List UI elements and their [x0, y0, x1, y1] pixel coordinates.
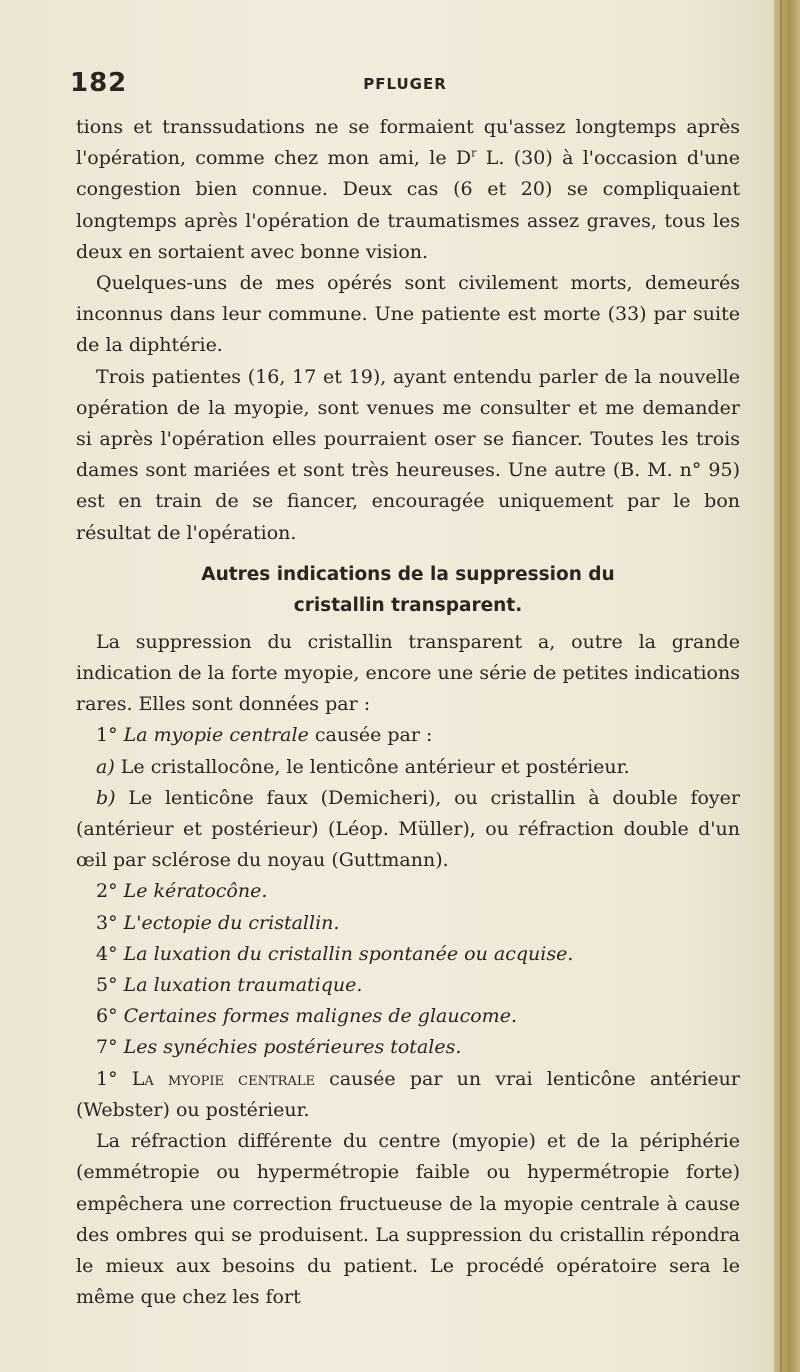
section-heading-line2: cristallin transparent. — [293, 594, 523, 616]
running-head: PFLUGER — [363, 75, 447, 93]
list-item-5: 5° La luxation traumatique. — [96, 974, 363, 997]
list-item-3: 3° L'ectopie du cristallin. — [96, 911, 340, 934]
superscript-r: r — [471, 146, 477, 160]
paragraph-continuation: tions et transsudations ne se formaient qu'assez longtemps après l'opération, comme chez mon ami, le $D^r$ L. (30) à l'occasion d'une congestion bien connue. Deux cas (6 et 20) se compliquaient longtemps après l'opération de traumatismes assez graves, tous les deux en sortaient avec bonne vision. — [76, 116, 741, 263]
list-item-2: 2° Le kératocône. — [96, 880, 268, 903]
paragraph-patients: Trois patientes (16, 17 et 19), ayant entendu parler de la nouvelle opération de la myopie, sont venues me consulter et me demander si après l'opération elles pourraient oser se fiancer. Toutes les trois dames sont mariées et sont très heureuses. Une autre (B. M. n° 95) est en train de se fiancer, encouragée uniquement par le bon résultat de l'opération. — [76, 365, 740, 544]
list-item-6: 6° Certaines formes malignes de glaucome. — [96, 1005, 517, 1028]
book-spine-edge — [774, 0, 800, 1372]
section-heading — [76, 559, 740, 621]
spine-shadow-line — [780, 0, 782, 1372]
subsection-1: 1° La myopie centrale causée par un vrai lenticône antérieur (Webster) ou postérieur. — [76, 1067, 740, 1121]
section-heading-line1: Autres indications de la suppression du — [201, 563, 615, 585]
list-item-a: a) Le cristallocône, le lenticône antérieur et postérieur. — [96, 755, 630, 778]
page-body — [76, 112, 740, 1313]
list-item-1: 1° La myopie centrale causée par : — [96, 724, 433, 747]
section-intro: La suppression du cristallin transparent a, outre la grande indication de la forte myopie, encore une série de petites indications rares. Elles sont données par : — [76, 630, 740, 716]
list-item-7: 7° Les synéchies postérieures totales. — [96, 1036, 462, 1059]
page-number: 182 — [70, 68, 128, 98]
paragraph-final: La réfraction différente du centre (myopie) et de la périphérie (emmétropie ou hypermétropie faible ou hypermétropie forte) empêchera une correction fructueuse de la myopie centrale à cause des ombres qui se produisent. La suppression du cristallin répondra le mieux aux besoins du patient. Le procédé opératoire sera le même que chez les fort — [76, 1130, 740, 1309]
page-header — [70, 68, 740, 108]
paragraph-deaths: Quelques-uns de mes opérés sont civilement morts, demeurés inconnus dans leur commune. Une patiente est morte (33) par suite de la diphtérie. — [76, 272, 740, 357]
list-item-4: 4° La luxation du cristallin spontanée ou acquise. — [96, 942, 574, 965]
list-item-b: b) Le lenticône faux (Demicheri), ou cristallin à double foyer (antérieur et postérieur) (Léop. Müller), ou réfraction double d'un œil par sclérose du noyau (Guttmann). — [76, 786, 740, 872]
